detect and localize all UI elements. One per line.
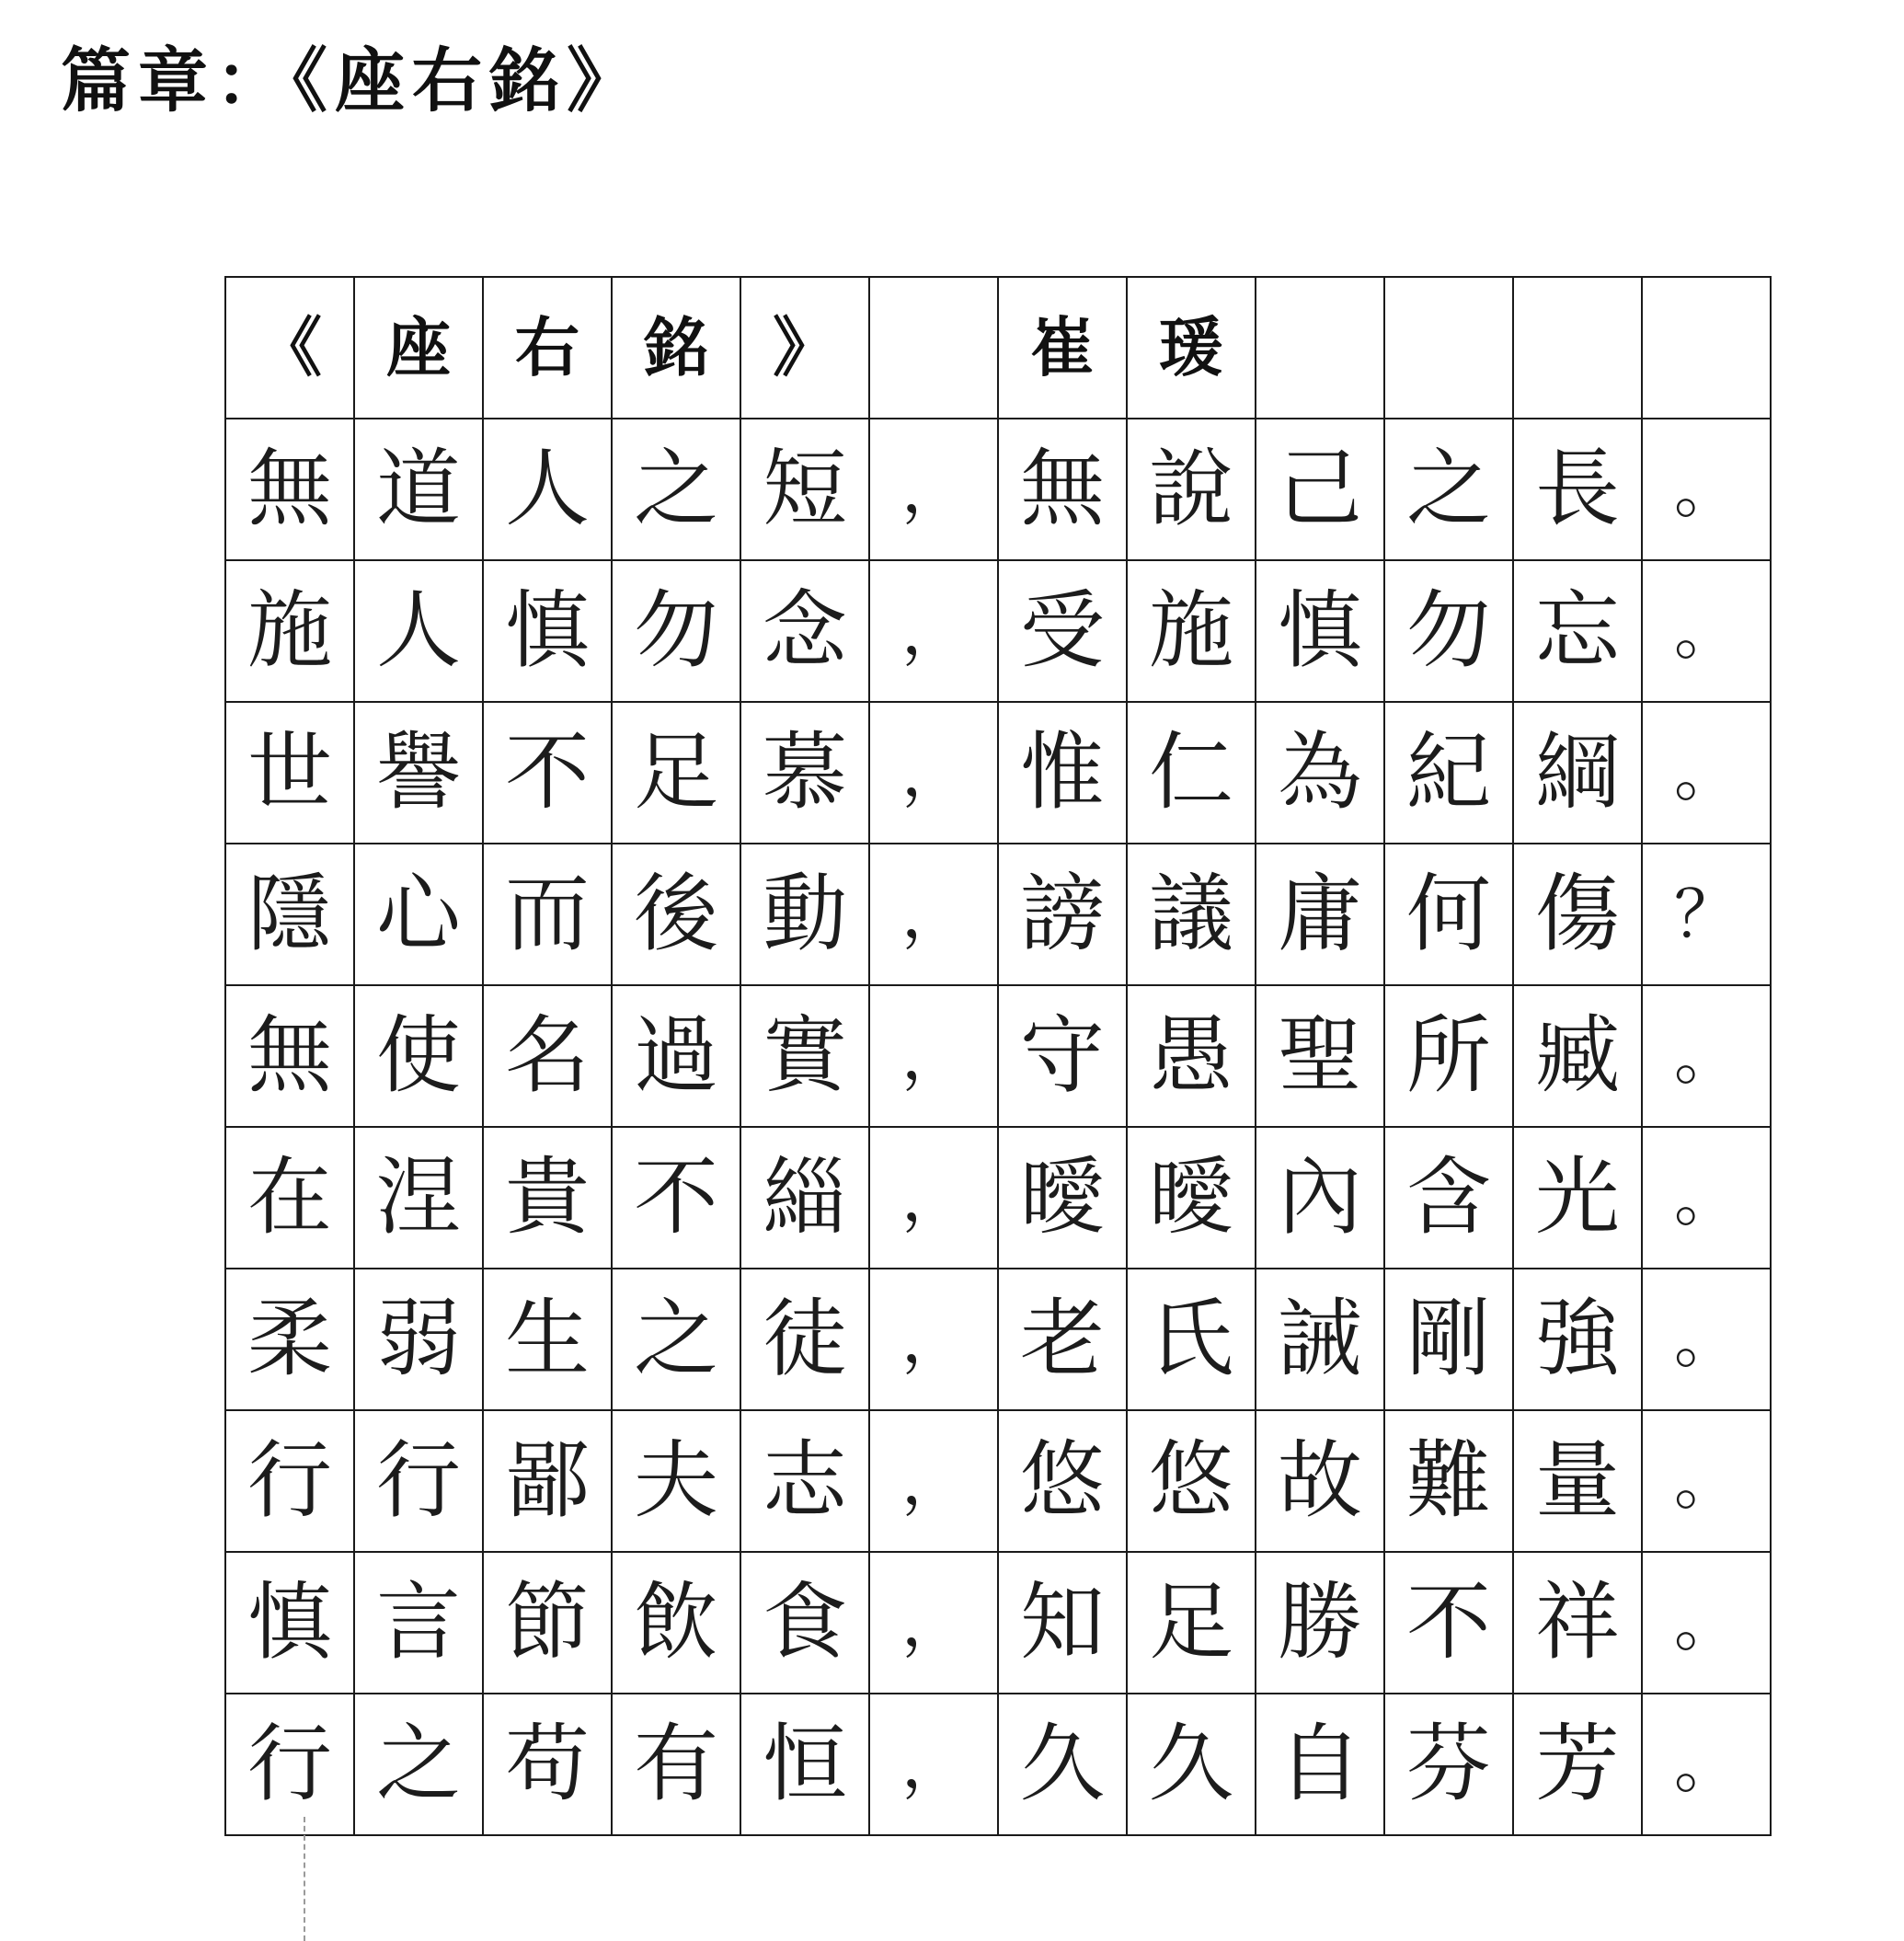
grid-cell: 足: [612, 702, 740, 844]
grid-cell: [1513, 277, 1642, 419]
grid-cell: 座: [354, 277, 483, 419]
grid-cell: 故: [1256, 1410, 1384, 1552]
grid-cell: 苟: [483, 1694, 612, 1835]
grid-cell: 曖: [1127, 1127, 1256, 1269]
grid-cell: 誡: [1256, 1269, 1384, 1410]
grid-cell: 有: [612, 1694, 740, 1835]
grid-cell: 念: [740, 560, 869, 702]
grid-cell: 何: [1384, 844, 1513, 985]
grid-cell: 祥: [1513, 1552, 1642, 1694]
grid-cell: 愚: [1127, 985, 1256, 1127]
grid-cell: 譽: [354, 702, 483, 844]
grid-cell: 悠: [1127, 1410, 1256, 1552]
grid-cell: 志: [740, 1410, 869, 1552]
grid-cell: 勝: [1256, 1552, 1384, 1694]
grid-cell: 所: [1384, 985, 1513, 1127]
grid-cell: 節: [483, 1552, 612, 1694]
grid-cell: ，: [869, 1694, 998, 1835]
grid-cell: 之: [1384, 419, 1513, 560]
grid-cell: 不: [1384, 1552, 1513, 1694]
grid-cell: 勿: [1384, 560, 1513, 702]
grid-cell: ，: [869, 844, 998, 985]
grid-cell: 無: [998, 419, 1127, 560]
grid-cell: 量: [1513, 1410, 1642, 1552]
grid-cell: 隱: [225, 844, 354, 985]
grid-cell: 強: [1513, 1269, 1642, 1410]
grid-cell: 老: [998, 1269, 1127, 1410]
grid-cell: 己: [1256, 419, 1384, 560]
grid-cell: ，: [869, 1127, 998, 1269]
grid-cell: 。: [1642, 1552, 1771, 1694]
text-row: [225, 1127, 1771, 1269]
grid-cell: 。: [1642, 560, 1771, 702]
grid-cell: 足: [1127, 1552, 1256, 1694]
grid-cell: 《: [225, 277, 354, 419]
grid-cell: 忘: [1513, 560, 1642, 702]
grid-cell: 長: [1513, 419, 1642, 560]
text-row: [225, 1410, 1771, 1552]
grid-cell: 。: [1642, 702, 1771, 844]
grid-cell: 慕: [740, 702, 869, 844]
text-row: [225, 1694, 1771, 1835]
writing-grid: [224, 276, 1772, 1836]
grid-cell: 久: [1127, 1694, 1256, 1835]
grid-cell: 知: [998, 1552, 1127, 1694]
grid-cell: 弱: [354, 1269, 483, 1410]
grid-cell: 不: [483, 702, 612, 844]
grid-cell: 涅: [354, 1127, 483, 1269]
grid-cell: 而: [483, 844, 612, 985]
grid-cell: 。: [1642, 985, 1771, 1127]
grid-cell: 聖: [1256, 985, 1384, 1127]
grid-cell: 庸: [1256, 844, 1384, 985]
grid-cell: 貴: [483, 1127, 612, 1269]
grid-cell: 瑗: [1127, 277, 1256, 419]
grid-cell: ，: [869, 1269, 998, 1410]
grid-cell: 說: [1127, 419, 1256, 560]
grid-cell: 含: [1384, 1127, 1513, 1269]
grid-cell: ？: [1642, 844, 1771, 985]
grid-cell: 議: [1127, 844, 1256, 985]
grid-cell: 受: [998, 560, 1127, 702]
grid-cell: 勿: [612, 560, 740, 702]
grid-cell: 行: [225, 1694, 354, 1835]
grid-cell: 人: [483, 419, 612, 560]
grid-cell: 。: [1642, 1269, 1771, 1410]
grid-cell: 內: [1256, 1127, 1384, 1269]
grid-cell: 之: [612, 1269, 740, 1410]
grid-cell: [1384, 277, 1513, 419]
grid-cell: 惟: [998, 702, 1127, 844]
grid-cell: 慎: [225, 1552, 354, 1694]
grid-cell: ，: [869, 985, 998, 1127]
grid-cell: 》: [740, 277, 869, 419]
text-row: [225, 1552, 1771, 1694]
grid-cell: 食: [740, 1552, 869, 1694]
grid-cell: 。: [1642, 419, 1771, 560]
grid-cell: ，: [869, 702, 998, 844]
grid-cell: 為: [1256, 702, 1384, 844]
page-heading: 篇章：《座右銘》: [61, 40, 644, 121]
grid-cell: 右: [483, 277, 612, 419]
grid-cell: ，: [869, 1552, 998, 1694]
grid-cell: 崔: [998, 277, 1127, 419]
grid-cell: 芬: [1384, 1694, 1513, 1835]
grid-cell: 名: [483, 985, 612, 1127]
grid-cell: 傷: [1513, 844, 1642, 985]
text-row: [225, 419, 1771, 560]
grid-cell: 守: [998, 985, 1127, 1127]
text-row: [225, 1269, 1771, 1410]
grid-cell: 。: [1642, 1694, 1771, 1835]
grid-cell: 短: [740, 419, 869, 560]
grid-cell: 緇: [740, 1127, 869, 1269]
grid-cell: 氏: [1127, 1269, 1256, 1410]
grid-cell: 鄙: [483, 1410, 612, 1552]
grid-cell: 銘: [612, 277, 740, 419]
grid-cell: 久: [998, 1694, 1127, 1835]
title-row: [225, 277, 1771, 419]
grid-cell: 臧: [1513, 985, 1642, 1127]
grid-cell: 光: [1513, 1127, 1642, 1269]
grid-cell: 剛: [1384, 1269, 1513, 1410]
grid-cell: 。: [1642, 1127, 1771, 1269]
grid-cell: 行: [354, 1410, 483, 1552]
text-row: [225, 560, 1771, 702]
grid-cell: 仁: [1127, 702, 1256, 844]
grid-cell: 曖: [998, 1127, 1127, 1269]
grid-cell: 在: [225, 1127, 354, 1269]
grid-cell: 實: [740, 985, 869, 1127]
grid-cell: 世: [225, 702, 354, 844]
grid-cell: 心: [354, 844, 483, 985]
grid-cell: 夫: [612, 1410, 740, 1552]
grid-cell: 之: [612, 419, 740, 560]
grid-cell: 動: [740, 844, 869, 985]
text-row: [225, 844, 1771, 985]
grid-cell: [1256, 277, 1384, 419]
grid-cell: 。: [1642, 1410, 1771, 1552]
grid-cell: 使: [354, 985, 483, 1127]
grid-cell: ，: [869, 419, 998, 560]
grid-cell: 過: [612, 985, 740, 1127]
grid-cell: 飲: [612, 1552, 740, 1694]
grid-cell: 紀: [1384, 702, 1513, 844]
grid-cell: [1642, 277, 1771, 419]
grid-cell: 生: [483, 1269, 612, 1410]
grid-cell: 施: [225, 560, 354, 702]
grid-cell: 後: [612, 844, 740, 985]
grid-cell: 悠: [998, 1410, 1127, 1552]
grid-cell: 柔: [225, 1269, 354, 1410]
grid-cell: 難: [1384, 1410, 1513, 1552]
grid-cell: 行: [225, 1410, 354, 1552]
grid-cell: 道: [354, 419, 483, 560]
grid-cell: 慎: [483, 560, 612, 702]
text-row: [225, 702, 1771, 844]
grid-cell: ，: [869, 560, 998, 702]
grid-cell: 施: [1127, 560, 1256, 702]
text-row: [225, 985, 1771, 1127]
grid-cell: 綱: [1513, 702, 1642, 844]
grid-cell: 不: [612, 1127, 740, 1269]
grid-cell: 恒: [740, 1694, 869, 1835]
grid-cell: 言: [354, 1552, 483, 1694]
grid-cell: 自: [1256, 1694, 1384, 1835]
grid-cell: ，: [869, 1410, 998, 1552]
grid-cell: 之: [354, 1694, 483, 1835]
grid-cell: 慎: [1256, 560, 1384, 702]
fold-guide-line: [304, 1817, 305, 1941]
grid-cell: 謗: [998, 844, 1127, 985]
grid-cell: 芳: [1513, 1694, 1642, 1835]
grid-cell: 人: [354, 560, 483, 702]
grid-cell: [869, 277, 998, 419]
grid-cell: 徒: [740, 1269, 869, 1410]
grid-cell: 無: [225, 419, 354, 560]
grid-cell: 無: [225, 985, 354, 1127]
